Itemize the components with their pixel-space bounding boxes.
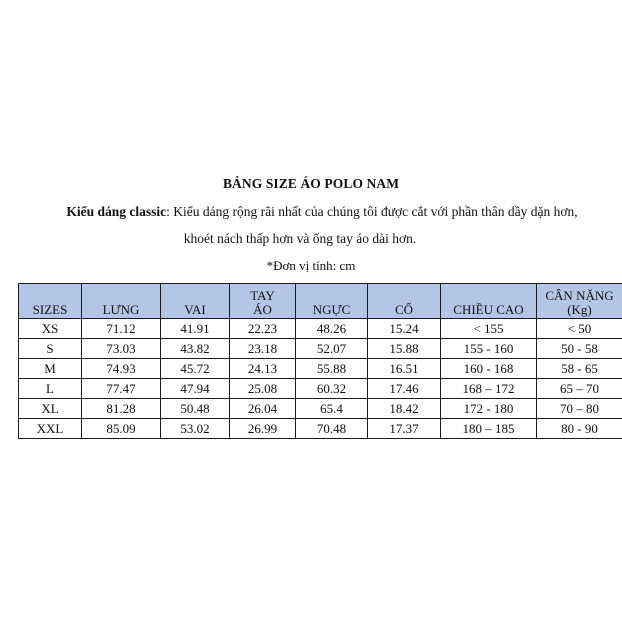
cell-chieu-cao: 180 – 185: [441, 419, 537, 439]
table-row: [19, 359, 622, 379]
cell-tay-ao: 23.18: [230, 339, 296, 359]
cell-nguc: 52.07: [296, 339, 368, 359]
style-description-line-1: [0, 204, 622, 220]
cell-co: 15.24: [368, 319, 441, 339]
table-row: [19, 319, 622, 339]
cell-can-nang: 70 – 80: [537, 399, 622, 419]
cell-nguc: 70.48: [296, 419, 368, 439]
table-row: [19, 379, 622, 399]
cell-vai: 43.82: [161, 339, 230, 359]
header-tay-ao: TAY ÁO: [230, 284, 296, 319]
cell-chieu-cao: 172 - 180: [441, 399, 537, 419]
style-description-line-2: khoét nách thấp hơn và ống tay áo dài hơn.: [183, 231, 417, 246]
cell-tay-ao: 22.23: [230, 319, 296, 339]
cell-lung: 73.03: [82, 339, 161, 359]
cell-vai: 53.02: [161, 419, 230, 439]
table-row: [19, 399, 622, 419]
cell-lung: 85.09: [82, 419, 161, 439]
cell-can-nang: 80 - 90: [537, 419, 622, 439]
cell-nguc: 60.32: [296, 379, 368, 399]
cell-vai: 47.94: [161, 379, 230, 399]
size-table: [18, 283, 622, 439]
cell-co: 18.42: [368, 399, 441, 419]
cell-vai: 50.48: [161, 399, 230, 419]
header-vai: VAI: [161, 284, 230, 319]
cell-co: 17.37: [368, 419, 441, 439]
cell-vai: 45.72: [161, 359, 230, 379]
table-row: [19, 339, 622, 359]
cell-size: M: [19, 359, 82, 379]
style-description-text: : Kiểu dáng rộng rãi nhất của chúng tôi được cắt với phần thân dầy dặn hơn,: [166, 204, 578, 219]
header-lung: LƯNG: [82, 284, 161, 319]
cell-tay-ao: 25.08: [230, 379, 296, 399]
header-chieu-cao: CHIỀU CAO: [441, 284, 537, 319]
cell-co: 16.51: [368, 359, 441, 379]
cell-size: XXL: [19, 419, 82, 439]
header-can-nang: CÂN NẶNG (Kg): [537, 284, 622, 319]
cell-can-nang: 58 - 65: [537, 359, 622, 379]
style-label: Kiểu dáng classic: [66, 204, 167, 219]
cell-chieu-cao: 168 – 172: [441, 379, 537, 399]
header-co: CỔ: [368, 284, 441, 319]
table-header-row: [19, 284, 622, 319]
cell-vai: 41.91: [161, 319, 230, 339]
cell-tay-ao: 26.99: [230, 419, 296, 439]
unit-note: *Đơn vị tính: cm: [266, 258, 356, 273]
cell-lung: 77.47: [82, 379, 161, 399]
header-nguc: NGỰC: [296, 284, 368, 319]
cell-nguc: 55.88: [296, 359, 368, 379]
table-row: [19, 419, 622, 439]
cell-can-nang: < 50: [537, 319, 622, 339]
cell-tay-ao: 26.04: [230, 399, 296, 419]
cell-size: L: [19, 379, 82, 399]
cell-tay-ao: 24.13: [230, 359, 296, 379]
cell-size: XS: [19, 319, 82, 339]
cell-chieu-cao: 155 - 160: [441, 339, 537, 359]
cell-can-nang: 65 – 70: [537, 379, 622, 399]
cell-lung: 71.12: [82, 319, 161, 339]
cell-lung: 81.28: [82, 399, 161, 419]
cell-size: XL: [19, 399, 82, 419]
cell-chieu-cao: < 155: [441, 319, 537, 339]
cell-lung: 74.93: [82, 359, 161, 379]
cell-co: 17.46: [368, 379, 441, 399]
page-title: BẢNG SIZE ÁO POLO NAM: [222, 176, 400, 191]
cell-co: 15.88: [368, 339, 441, 359]
header-sizes: SIZES: [19, 284, 82, 319]
cell-nguc: 48.26: [296, 319, 368, 339]
cell-nguc: 65.4: [296, 399, 368, 419]
cell-chieu-cao: 160 - 168: [441, 359, 537, 379]
cell-size: S: [19, 339, 82, 359]
cell-can-nang: 50 - 58: [537, 339, 622, 359]
